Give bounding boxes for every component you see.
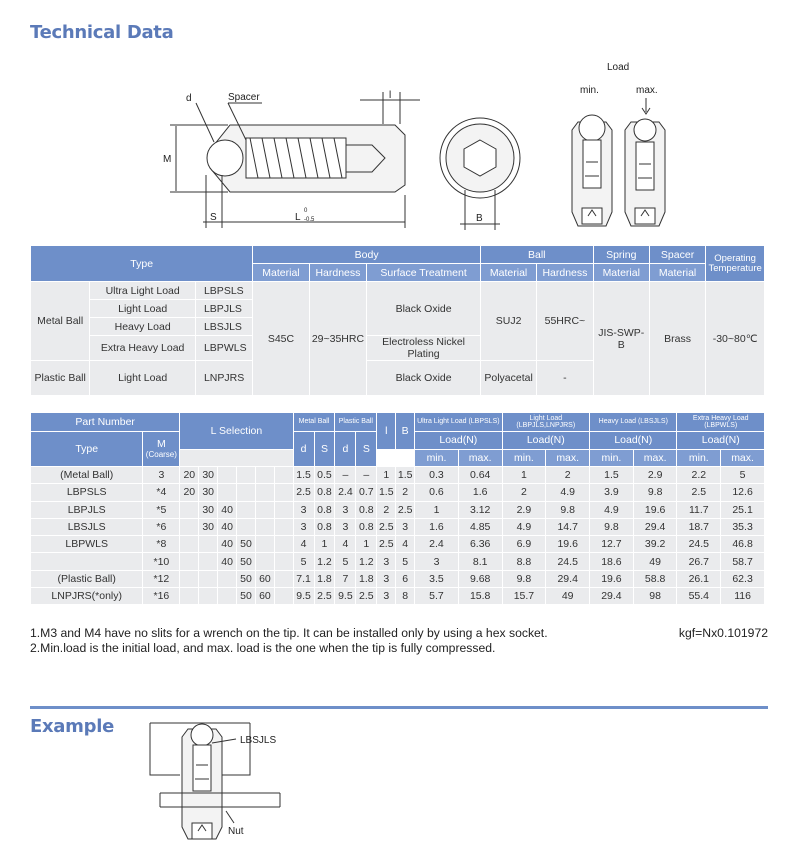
load-views-drawing [572,98,665,226]
dim-cell: 2 [546,467,589,483]
dim-cell: *5 [143,502,179,518]
max-label: max. [636,85,658,96]
l-header: l [377,413,395,449]
dim-cell: 12.6 [721,484,764,500]
side-view-drawing [170,92,420,228]
operating-header: Operating Temperature [706,246,764,281]
dim-cell: 30 [199,519,217,535]
dim-cell: 30 [199,502,217,518]
plastic-ball-header: Plastic Ball [335,413,376,431]
dim-cell: *12 [143,571,179,587]
ms-header: S [315,432,335,466]
dim-cell: 1.8 [356,571,376,587]
extra-heavy-header: Extra Heavy Load (LBPWLS) [677,413,764,431]
dim-cell: 18.7 [677,519,720,535]
dim-cell: (Metal Ball) [31,467,142,483]
min-label: min. [580,85,599,96]
dim-cell: 2 [503,484,546,500]
dim-cell: LNPJRS(*only) [31,588,142,604]
dim-cell: 3.9 [590,484,633,500]
surface-black-oxide: Black Oxide [367,282,480,335]
max-header: max. [634,450,677,467]
dim-cell: 3 [377,571,395,587]
dim-cell: 8 [396,588,414,604]
metal-ball-header: Metal Ball [294,413,335,431]
load-header-1: Load(N) [415,432,501,449]
dim-cell: 9.8 [590,519,633,535]
dim-cell: 9.8 [634,484,677,500]
d-label: d [186,93,192,104]
dim-cell: 0.8 [315,502,335,518]
dim-cell: 2.5 [356,588,376,604]
technical-drawings [0,0,790,240]
dim-cell: 1.5 [377,484,395,500]
dim-cell [256,484,274,500]
dim-cell [180,519,198,535]
dim-cell: 58.7 [721,553,764,569]
light-header: Light Load (LBPJLS,LNPJRS) [503,413,590,431]
note-1: 1.M3 and M4 have no slits for a wrench on the tip. It can be installed only by using a hex socket. [30,626,548,640]
B-label: B [476,213,483,224]
min-header: min. [590,450,633,467]
dim-cell: 50 [237,571,255,587]
dim-cell: – [335,467,355,483]
m-header [143,432,179,466]
m-header-label: M [156,437,166,450]
spec-table [30,245,765,396]
dim-cell: 60 [256,571,274,587]
dim-cell: 1.6 [415,519,458,535]
dim-cell [275,588,293,604]
pd-header: d [335,432,355,466]
dim-cell: 2.5 [396,502,414,518]
dim-cell [218,484,236,500]
dim-cell [275,571,293,587]
dim-cell: 0.8 [315,484,335,500]
dim-cell: 49 [546,588,589,604]
dim-cell [256,502,274,518]
example-part-label: LBSJLS [240,735,277,746]
dim-cell: 19.6 [634,502,677,518]
spring-material: JIS-SWP-B [594,282,649,395]
spacer-material-header: Material [650,264,705,281]
dim-cell [199,553,217,569]
type-code: LBPSLS [196,282,252,299]
dim-cell: 9.5 [335,588,355,604]
dim-cell: 98 [634,588,677,604]
dim-cell: 1 [503,467,546,483]
note-2: 2.Min.load is the initial load, and max. load is the one when the tip is fully compressed. [30,641,496,655]
ultra-light-header: Ultra Light Load (LBPSLS) [415,413,501,431]
dim-cell: 46.8 [721,536,764,552]
dim-cell [275,502,293,518]
dim-cell: 14.7 [546,519,589,535]
dim-cell: 0.7 [356,484,376,500]
dim-cell: 5 [294,553,314,569]
dim-cell [275,484,293,500]
dim-cell: 58.8 [634,571,677,587]
dim-cell [237,519,255,535]
plastic-ball-label: Plastic Ball [31,361,89,395]
dim-cell [218,588,236,604]
dim-cell: 19.6 [590,571,633,587]
dim-cell: 6.36 [459,536,502,552]
load-header-4: Load(N) [677,432,764,449]
m-header-sub: (Coarse) [145,449,177,459]
dim-cell: 40 [218,502,236,518]
dim-cell: LBPJLS [31,502,142,518]
dim-cell: 7 [335,571,355,587]
dim-cell: 3 [377,588,395,604]
dim-cell: 4.85 [459,519,502,535]
metal-ball-label: Metal Ball [31,282,89,360]
dim-cell [256,467,274,483]
max-header: max. [459,450,502,467]
dim-cell: 15.8 [459,588,502,604]
dim-cell: 2 [377,502,395,518]
dim-cell: 9.8 [546,502,589,518]
dim-cell: (Plastic Ball) [31,571,142,587]
dim-cell: 49 [634,553,677,569]
dim-cell: *4 [143,484,179,500]
dim-cell: 12.7 [590,536,633,552]
max-header: max. [546,450,589,467]
dim-cell: 9.5 [294,588,314,604]
dim-cell: 1 [415,502,458,518]
type-code: LBSJLS [196,318,252,335]
dim-cell: 1 [315,536,335,552]
dim-cell: 0.64 [459,467,502,483]
body-material: S45C [253,282,308,395]
dim-cell: 2.5 [294,484,314,500]
load-type: Light Load [90,300,195,317]
technical-data-title: Technical Data [30,22,174,43]
dim-cell: 5 [396,553,414,569]
dim-cell: 62.3 [721,571,764,587]
body-material-header: Material [253,264,308,281]
example-nut-label: Nut [228,826,244,837]
dim-cell: 0.6 [415,484,458,500]
dim-cell [199,536,217,552]
dim-cell: 8.1 [459,553,502,569]
dim-cell: 2.2 [677,467,720,483]
dim-cell: 3 [415,553,458,569]
dim-cell: 2.9 [634,467,677,483]
example-drawing [140,715,300,855]
dim-cell: 15.7 [503,588,546,604]
surface-nickel: Electroless Nickel Plating [367,336,480,360]
dim-cell: 30 [199,467,217,483]
load-type: Heavy Load [90,318,195,335]
dim-cell: 0.5 [315,467,335,483]
dim-cell: 5 [335,553,355,569]
dim-cell: 9.8 [503,571,546,587]
dim-cell: LBPWLS [31,536,142,552]
min-header: min. [677,450,720,467]
ball-hardness-plastic: - [537,361,592,395]
dim-cell: 4.9 [546,484,589,500]
dim-cell: 0.3 [415,467,458,483]
dim-cell: 3 [396,519,414,535]
dim-cell: 40 [218,553,236,569]
dim-cell [275,553,293,569]
dim-cell [180,553,198,569]
dim-row [31,571,764,587]
dim-cell: 116 [721,588,764,604]
dim-cell: 3 [294,519,314,535]
dim-cell [180,588,198,604]
dim-cell: 1 [356,536,376,552]
load-header-3: Load(N) [590,432,676,449]
dim-cell: 9.68 [459,571,502,587]
load-type: Light Load [90,361,195,395]
dim-cell [275,519,293,535]
dim-cell: 50 [237,553,255,569]
dim-cell: 3.5 [415,571,458,587]
temperature: -30~80℃ [706,282,764,395]
ball-material-plastic: Polyacetal [481,361,536,395]
body-hardness-header: Hardness [310,264,367,281]
dim-cell: 40 [218,536,236,552]
dim-row [31,467,764,483]
dim-cell: 20 [180,467,198,483]
dim-cell [256,519,274,535]
type-header: Type [31,432,142,466]
dim-cell: 24.5 [546,553,589,569]
dim-cell: 7.1 [294,571,314,587]
b-header: B [396,413,414,449]
dim-cell: 0.8 [315,519,335,535]
dim-cell: 30 [199,484,217,500]
dim-cell: 3 [377,553,395,569]
spring-header: Spring [594,246,649,263]
spacer-material: Brass [650,282,705,395]
dim-row [31,536,764,552]
dim-cell [275,536,293,552]
type-code: LBPWLS [196,336,252,360]
load-label: Load [607,62,630,73]
dim-cell: 3 [335,519,355,535]
l-label: l [389,90,392,101]
dim-row [31,502,764,518]
dim-cell: 60 [256,588,274,604]
dim-cell: 25.1 [721,502,764,518]
dim-cell [199,588,217,604]
dim-cell: 20 [180,484,198,500]
dim-cell: 5.7 [415,588,458,604]
dim-cell: 3.12 [459,502,502,518]
dim-row [31,588,764,604]
dim-cell: *10 [143,553,179,569]
dim-cell: 1.2 [356,553,376,569]
ball-hardness-header: Hardness [537,264,592,281]
dim-cell [199,571,217,587]
dim-cell: 0.8 [356,502,376,518]
dim-cell: 1.2 [315,553,335,569]
load-type: Extra Heavy Load [90,336,195,360]
spacer-label: Spacer [228,92,260,103]
l-selection-header: L Selection [180,413,292,449]
dim-cell: 29.4 [634,519,677,535]
ball-material-header: Material [481,264,536,281]
ball-hardness: 55HRC~ [537,282,592,360]
surface-black-oxide-plastic: Black Oxide [367,361,480,395]
dim-cell: – [356,467,376,483]
dim-row [31,519,764,535]
dimension-table [30,412,765,605]
dim-cell: 1.5 [590,467,633,483]
dim-cell: LBSJLS [31,519,142,535]
dim-cell [237,502,255,518]
dim-cell: 24.5 [677,536,720,552]
dim-cell: LBPSLS [31,484,142,500]
heavy-header: Heavy Load (LBSJLS) [590,413,676,431]
dim-cell: 40 [218,519,236,535]
dim-cell: 4 [294,536,314,552]
dim-cell: 2.9 [503,502,546,518]
dim-cell: *16 [143,588,179,604]
ball-header: Ball [481,246,593,263]
spring-material-header: Material [594,264,649,281]
dim-cell: 1.5 [294,467,314,483]
dim-cell: 55.4 [677,588,720,604]
dim-cell: 2.4 [335,484,355,500]
surface-header: Surface Treatment [367,264,480,281]
dim-cell [256,553,274,569]
body-hardness: 29~35HRC [310,282,367,395]
dim-cell [218,467,236,483]
dim-cell: 50 [237,588,255,604]
dim-cell: 2 [396,484,414,500]
dim-cell: 19.6 [546,536,589,552]
ps-header: S [356,432,376,466]
dim-cell: 35.3 [721,519,764,535]
notes [30,626,550,656]
dim-cell [218,571,236,587]
dim-cell [275,467,293,483]
dim-cell [180,571,198,587]
dim-cell: 3 [143,467,179,483]
dim-cell: 2.5 [377,536,395,552]
dim-cell: 29.4 [590,588,633,604]
m-label: M [163,154,172,165]
L-tol-top: 0 [304,208,308,214]
L-tol-bottom: -0.5 [304,217,315,223]
dim-cell [237,467,255,483]
dim-cell: 1.6 [459,484,502,500]
dim-cell: 2.5 [677,484,720,500]
dim-cell: 29.4 [546,571,589,587]
body-header: Body [253,246,480,263]
dim-cell: 8.8 [503,553,546,569]
load-header-2: Load(N) [503,432,590,449]
dim-row [31,484,764,500]
dim-cell: 0.8 [356,519,376,535]
dim-cell: 26.1 [677,571,720,587]
dim-cell: 1.5 [396,467,414,483]
load-type: Ultra Light Load [90,282,195,299]
dim-cell: 4.9 [503,519,546,535]
example-title: Example [30,716,114,737]
type-header: Type [31,246,252,281]
dim-cell: 1.8 [315,571,335,587]
dim-cell [256,536,274,552]
type-code: LNPJRS [196,361,252,395]
dim-cell: 11.7 [677,502,720,518]
section-divider [30,706,768,709]
dim-cell: 2.5 [377,519,395,535]
dim-cell: 4 [335,536,355,552]
dim-cell: 2.4 [415,536,458,552]
dim-cell: 5 [721,467,764,483]
dim-cell [237,484,255,500]
dim-cell [31,553,142,569]
dim-cell: 4 [396,536,414,552]
L-label: L [295,212,301,223]
dim-cell: 6.9 [503,536,546,552]
s-label: S [210,212,217,223]
dim-cell: 3 [335,502,355,518]
dim-cell: *6 [143,519,179,535]
dim-cell: 26.7 [677,553,720,569]
dim-cell [180,502,198,518]
dim-row [31,553,764,569]
kgf-conversion: kgf=Nx0.101972 [678,626,768,640]
dim-cell: 18.6 [590,553,633,569]
spacer-header: Spacer [650,246,705,263]
dim-cell [180,536,198,552]
dim-cell: 39.2 [634,536,677,552]
part-number-header: Part Number [31,413,179,431]
dim-cell: 6 [396,571,414,587]
dim-cell: 3 [294,502,314,518]
dim-cell: 50 [237,536,255,552]
type-code: LBPJLS [196,300,252,317]
dim-cell: *8 [143,536,179,552]
min-header: min. [415,450,458,467]
max-header: max. [721,450,764,467]
md-header: d [294,432,314,466]
dim-cell: 4.9 [590,502,633,518]
min-header: min. [503,450,546,467]
dim-cell: 1 [377,467,395,483]
ball-material: SUJ2 [481,282,536,360]
dim-cell: 2.5 [315,588,335,604]
